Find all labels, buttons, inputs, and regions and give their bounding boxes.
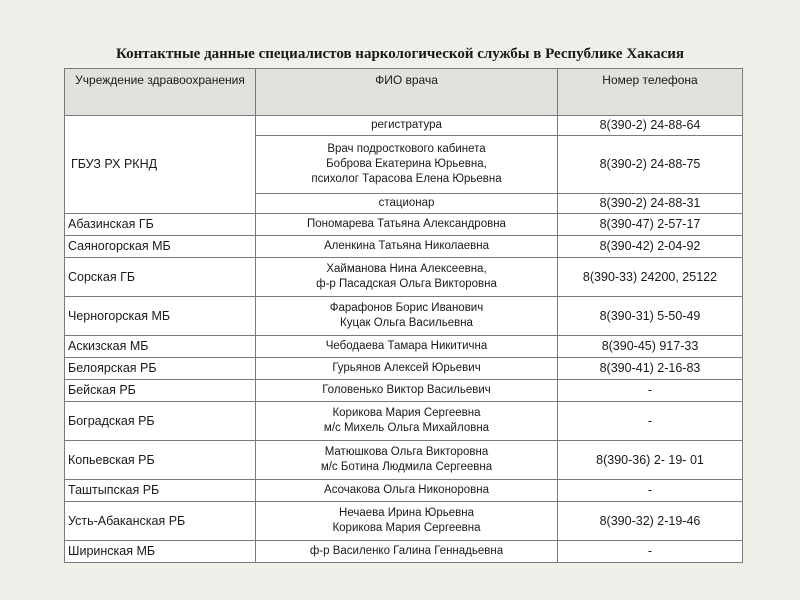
doctor-cell [256, 380, 558, 402]
table-row [65, 214, 743, 236]
doctor-line: ф-р Пасадская Ольга Викторовна [316, 278, 497, 290]
doctor-line: Боброва Екатерина Юрьевна, [326, 158, 487, 170]
doctor-cell [256, 358, 558, 380]
doctor-cell [256, 236, 558, 258]
phone-cell: 8(390-31) 5-50-49 [558, 297, 743, 336]
table-row [65, 541, 743, 563]
institution-cell: Черногорская МБ [65, 297, 256, 336]
table-row [65, 297, 743, 336]
doctor-cell [256, 480, 558, 502]
institution-cell: ГБУЗ РХ РКНД [65, 116, 256, 214]
phone-cell: 8(390-32) 2-19-46 [558, 502, 743, 541]
doctor-cell [256, 297, 558, 336]
phone-cell: 8(390-2) 24-88-31 [558, 194, 743, 214]
doctor-line: м/с Михель Ольга Михайловна [323, 422, 490, 434]
doctor-line: Головенько Виктор Васильевич [322, 384, 491, 396]
institution-cell: Абазинская ГБ [65, 214, 256, 236]
doctor-line: Корикова Мария Сергеевна [332, 407, 481, 419]
table-row [65, 358, 743, 380]
doctor-cell [256, 136, 558, 194]
phone-cell: - [558, 480, 743, 502]
doctor-cell [256, 541, 558, 563]
doctor-line: Хайманова Нина Алексеевна, [326, 263, 487, 275]
doctor-cell [256, 441, 558, 480]
header-phone: Номер телефона [558, 69, 743, 116]
phone-cell: 8(390-33) 24200, 25122 [558, 258, 743, 297]
institution-cell: Аскизская МБ [65, 336, 256, 358]
doctor-line: Чебодаева Тамара Никитична [325, 340, 488, 352]
phone-cell: 8(390-36) 2- 19- 01 [558, 441, 743, 480]
doctor-line: Куцак Ольга Васильевна [340, 317, 473, 329]
doctor-line: Аленкина Татьяна Николаевна [324, 240, 489, 252]
phone-cell: 8(390-2) 24-88-64 [558, 116, 743, 136]
doctor-line: Врач подросткового кабинета [327, 143, 486, 155]
doctor-line: Пономарева Татьяна Александровна [307, 218, 506, 230]
table-row [65, 116, 743, 136]
phone-cell: 8(390-47) 2-57-17 [558, 214, 743, 236]
contacts-table [64, 68, 743, 563]
doctor-line: Матюшкова Ольга Викторовна [324, 446, 489, 458]
header-doctor: ФИО врача [256, 69, 558, 116]
page-title: Контактные данные специалистов наркологической службы в Республике Хакасия [115, 46, 685, 62]
table-row [65, 258, 743, 297]
phone-cell: 8(390-45) 917-33 [558, 336, 743, 358]
doctor-cell [256, 336, 558, 358]
doctor-cell: регистратура [256, 116, 558, 136]
phone-cell: 8(390-41) 2-16-83 [558, 358, 743, 380]
doctor-cell [256, 402, 558, 441]
header-institution: Учреждение здравоохранения [65, 69, 256, 116]
table-row [65, 402, 743, 441]
institution-cell: Ширинская МБ [65, 541, 256, 563]
table-row [65, 336, 743, 358]
institution-cell: Усть-Абаканская РБ [65, 502, 256, 541]
doctor-cell [256, 258, 558, 297]
doctor-line: Корикова Мария Сергеевна [332, 522, 481, 534]
institution-cell: Таштыпская РБ [65, 480, 256, 502]
doctor-cell [256, 502, 558, 541]
institution-cell: Сорская ГБ [65, 258, 256, 297]
phone-cell: - [558, 402, 743, 441]
doctor-line: психолог Тарасова Елена Юрьевна [311, 173, 502, 185]
phone-cell: - [558, 380, 743, 402]
table-row [65, 502, 743, 541]
table-header-row [65, 69, 743, 116]
doctor-line: ф-р Василенко Галина Геннадьевна [309, 545, 504, 557]
institution-cell: Боградская РБ [65, 402, 256, 441]
institution-cell: Саяногорская МБ [65, 236, 256, 258]
institution-cell: Бейская РБ [65, 380, 256, 402]
doctor-line: Фарафонов Борис Иванович [329, 302, 484, 314]
table-row [65, 480, 743, 502]
table-row [65, 441, 743, 480]
doctor-cell: стационар [256, 194, 558, 214]
institution-cell: Копьевская РБ [65, 441, 256, 480]
table-row [65, 236, 743, 258]
doctor-cell [256, 214, 558, 236]
doctor-line: Асочакова Ольга Никоноровна [324, 484, 489, 496]
doctor-line: Нечаева Ирина Юрьевна [339, 507, 474, 519]
institution-cell: Белоярская РБ [65, 358, 256, 380]
table-row [65, 380, 743, 402]
doctor-line: Гурьянов Алексей Юрьевич [332, 362, 481, 374]
phone-cell: - [558, 541, 743, 563]
phone-cell: 8(390-42) 2-04-92 [558, 236, 743, 258]
phone-cell: 8(390-2) 24-88-75 [558, 136, 743, 194]
doctor-line: м/с Ботина Людмила Сергеевна [320, 461, 493, 473]
